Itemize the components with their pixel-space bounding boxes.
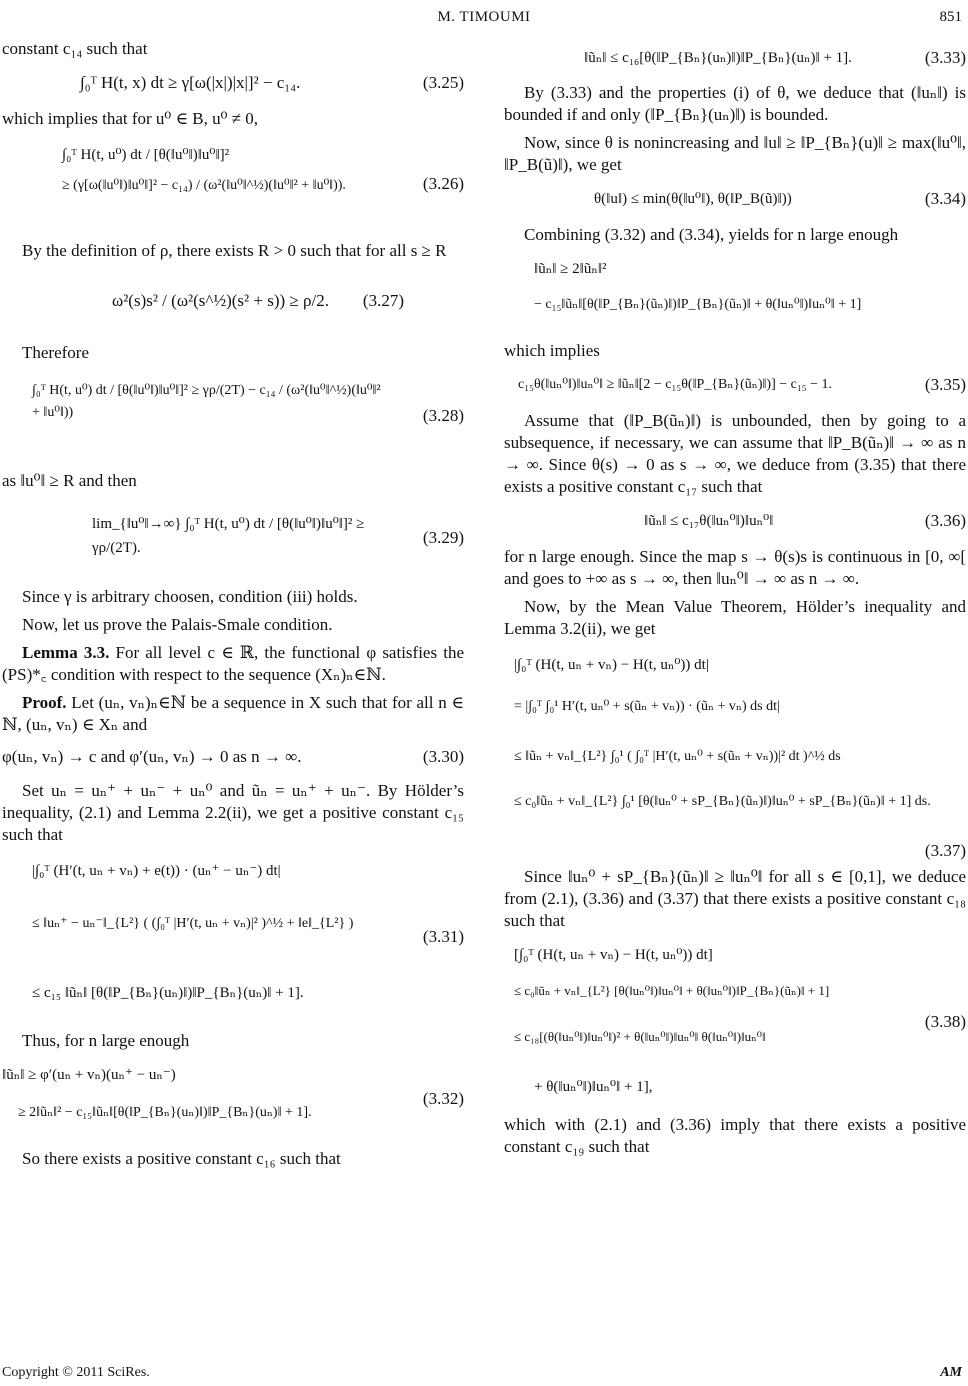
equation-3-27 <box>2 268 464 334</box>
equation-3-35 <box>504 368 966 402</box>
equation-3-36 <box>504 504 966 538</box>
paragraph: for n large enough. Since the map s → θ(s)s is continuous in [0, ∞[ and goes to +∞ as s → ∞, then ‖uₙ⁰‖ → ∞ as n → ∞. <box>504 547 966 588</box>
proof-label: Proof. <box>22 693 67 712</box>
lemma-label: Lemma 3.3. <box>22 643 110 662</box>
equation-body: lim_{‖u⁰‖→∞} ∫₀ᵀ H(t, u⁰) dt / [θ(‖u⁰‖)‖u⁰‖]² ≥ γρ/(2T). <box>92 516 365 556</box>
paragraph: Since γ is arbitrary choosen, condition (iii) holds. <box>22 587 358 606</box>
paragraph: So there exists a positive constant c₁₆ such that <box>22 1149 341 1168</box>
running-title: M. TIMOUMI <box>437 9 531 25</box>
equation-body: θ(‖u‖) ≤ min(θ(‖u⁰‖), θ(‖P_B(ũ)‖)) <box>594 191 792 207</box>
equation-body: ∫₀ᵀ H(t, x) dt ≥ γ[ω(|x|)|x|]² − c₁₄. <box>80 73 301 92</box>
equation-3-28 <box>2 370 464 462</box>
lemma-3-3 <box>2 642 464 686</box>
journal-abbrev: AM <box>940 1365 962 1380</box>
equation-line: ≤ c₁₅ ‖ũₙ‖ [θ(‖P_{Bₙ}(uₙ)‖)‖P_{Bₙ}(uₙ)‖ + 1]. <box>32 985 304 1001</box>
proof-text: Let (uₙ, vₙ)ₙ∈ℕ be a sequence in X such that for all n ∈ ℕ, (uₙ, vₙ) ∈ Xₙ and <box>2 693 465 734</box>
proof <box>2 692 464 736</box>
paragraph: Since ‖uₙ⁰ + sP_{Bₙ}(ũₙ)‖ ≥ ‖uₙ⁰‖ for all s ∈ [0,1], we deduce from (2.1), (3.36) and (3.37) that there exists a positive constant c₁₈ such that <box>504 867 966 930</box>
paragraph: Thus, for n large enough <box>22 1031 190 1050</box>
page-footer <box>2 1362 962 1382</box>
equation-number: (3.28) <box>422 406 464 425</box>
equation-line: |∫₀ᵀ (H′(t, uₙ + vₙ) + e(t)) · (uₙ⁺ − uₙ⁻) dt| <box>32 863 281 879</box>
equation-body: ∫₀ᵀ H(t, u⁰) dt / [θ(‖u⁰‖)‖u⁰‖]² <box>62 147 230 163</box>
equation-number: (3.38) <box>924 1012 966 1031</box>
page-number: 851 <box>939 9 962 25</box>
equation-combined <box>504 252 966 332</box>
equation-number: (3.26) <box>422 174 464 193</box>
equation-number: (3.35) <box>924 375 966 394</box>
equation-number: (3.25) <box>422 73 464 92</box>
equation-line: ≤ c₀‖ũₙ + vₙ‖_{L²} [θ(‖uₙ⁰‖)‖uₙ⁰‖ + θ(‖uₙ⁰‖)‖P_{Bₙ}(ũₙ)‖ + 1] <box>514 983 830 998</box>
equation-number: (3.31) <box>422 927 464 946</box>
paragraph: as ‖u⁰‖ ≥ R and then <box>2 471 137 490</box>
equation-line: ≤ ‖uₙ⁺ − uₙ⁻‖_{L²} ( (∫₀ᵀ |H′(t, uₙ + vₙ)|² )^½ + ‖e‖_{L²} ) <box>32 916 354 931</box>
page-header <box>0 6 968 30</box>
equation-number: (3.34) <box>924 189 966 208</box>
paragraph: By (3.33) and the properties (i) of θ, we deduce that (‖uₙ‖) is bounded if and only (‖P_{Bₙ}(uₙ)‖) is bounded. <box>504 83 966 124</box>
paragraph: By the definition of ρ, there exists R > 0 such that for all s ≥ R <box>22 241 447 260</box>
paragraph: Set uₙ = uₙ⁺ + uₙ⁻ + uₙ⁰ and ũₙ = uₙ⁺ + uₙ⁻. By Hölder’s inequality, (2.1) and Lemma 2.2(ii), we get a positive constant c₁₅ such that <box>2 781 464 844</box>
equation-body: ‖ũₙ‖ ≤ c₁₆[θ(‖P_{Bₙ}(uₙ)‖)‖P_{Bₙ}(uₙ)‖ + 1]. <box>584 50 852 66</box>
copyright: Copyright © 2011 SciRes. <box>2 1365 150 1380</box>
equation-number: (3.33) <box>924 48 966 67</box>
paragraph: Now, by the Mean Value Theorem, Hölder’s inequality and Lemma 3.2(ii), we get <box>504 597 966 638</box>
paragraph: Combining (3.32) and (3.34), yields for n large enough <box>524 225 899 244</box>
equation-3-25 <box>2 66 464 100</box>
equation-3-33 <box>504 42 966 74</box>
paragraph: Now, since θ is nonincreasing and ‖u‖ ≥ ‖P_{Bₙ}(u)‖ ≥ max(‖u⁰‖, ‖P_B(ũ)‖), we get <box>504 133 966 174</box>
paragraph: constant c₁₄ such that <box>2 39 148 58</box>
equation-number: (3.29) <box>422 528 464 547</box>
equation-number: (3.27) <box>362 291 404 310</box>
equation-3-31 <box>2 852 464 1022</box>
equation-body: ω²(s)s² / (ω²(s^½)(s² + s)) ≥ ρ/2. <box>112 291 329 310</box>
equation-3-30 <box>2 742 464 772</box>
equation-number: (3.36) <box>924 511 966 530</box>
equation-line: ≤ c₀‖ũₙ + vₙ‖_{L²} ∫₀¹ [θ(‖uₙ⁰ + sP_{Bₙ}(ũₙ)‖)‖uₙ⁰ + sP_{Bₙ}(ũₙ)‖ + 1] ds. <box>514 794 931 809</box>
lemma-text: For all level c ∈ ℝ, the functional φ satisfies the (PS)*꜀ condition with respect to the sequence (Xₙ)ₙ∈ℕ. <box>2 643 464 684</box>
equation-3-37 <box>504 646 966 858</box>
equation-number: (3.37) <box>924 841 966 860</box>
equation-line: ≤ ‖ũₙ + vₙ‖_{L²} ∫₀¹ ( ∫₀ᵀ |H′(t, uₙ⁰ + s(ũₙ + vₙ))|² dt )^½ ds <box>514 749 841 764</box>
equation-line: |∫₀ᵀ (H(t, uₙ + vₙ) − H(t, uₙ⁰)) dt| <box>514 657 709 673</box>
equation-3-26 <box>2 136 464 232</box>
equation-body: ≥ (γ[ω(‖u⁰‖)‖u⁰‖]² − c₁₄) / (ω²(‖u⁰‖^½)(‖u⁰‖² + ‖u⁰‖)). <box>62 178 346 193</box>
right-column <box>504 38 966 1164</box>
equation-line: ‖ũₙ‖ ≥ φ′(uₙ + vₙ)(uₙ⁺ − uₙ⁻) <box>2 1067 176 1083</box>
equation-line: ‖ũₙ‖ ≥ 2‖ũₙ‖² <box>534 261 607 277</box>
paragraph: Assume that (‖P_B(ũₙ)‖) is unbounded, then by going to a subsequence, if necessary, we can assume that ‖P_B(ũₙ)‖ → ∞ as n → ∞. Since θ(s) → 0 as s → ∞, we deduce from (3.35) that there exists a positive constant c₁₇ such that <box>504 411 966 496</box>
paragraph: Now, let us prove the Palais-Smale condition. <box>22 615 333 634</box>
paragraph: which implies <box>504 341 600 360</box>
equation-line: + θ(‖uₙ⁰‖)‖uₙ⁰‖ + 1], <box>534 1079 653 1095</box>
paragraph: Therefore <box>22 343 90 362</box>
equation-body: c₁₅θ(‖uₙ⁰‖)‖uₙ⁰‖ ≥ ‖ũₙ‖[2 − c₁₅θ(‖P_{Bₙ}(ũₙ)‖)] − c₁₅ − 1. <box>518 377 833 392</box>
equation-3-32 <box>2 1058 464 1140</box>
equation-3-29 <box>2 498 464 578</box>
equation-line: [∫₀ᵀ (H(t, uₙ + vₙ) − H(t, uₙ⁰)) dt] <box>514 947 713 963</box>
equation-line: = |∫₀ᵀ ∫₀¹ H′(t, uₙ⁰ + s(ũₙ + vₙ)) · (ũₙ + vₙ) ds dt| <box>514 699 780 714</box>
paragraph: which implies that for u⁰ ∈ B, u⁰ ≠ 0, <box>2 109 259 128</box>
left-column <box>2 38 464 1176</box>
equation-line: ≤ c₁₈[(θ(‖uₙ⁰‖)‖uₙ⁰‖)² + θ(‖uₙ⁰‖)‖uₙ⁰‖ θ(‖uₙ⁰‖)‖uₙ⁰‖ <box>514 1029 766 1044</box>
equation-number: (3.30) <box>422 747 464 766</box>
equation-line: − c₁₅‖ũₙ‖[θ(‖P_{Bₙ}(ũₙ)‖)‖P_{Bₙ}(ũₙ)‖ + θ(‖uₙ⁰‖)‖uₙ⁰‖ + 1] <box>534 297 862 312</box>
equation-body: ‖ũₙ‖ ≤ c₁₇θ(‖uₙ⁰‖)‖uₙ⁰‖ <box>644 513 774 529</box>
equation-number: (3.32) <box>422 1089 464 1108</box>
equation-3-38 <box>504 938 966 1106</box>
paragraph: which with (2.1) and (3.36) imply that there exists a positive constant c₁₉ such that <box>504 1115 966 1156</box>
equation-body: φ(uₙ, vₙ) → c and φ′(uₙ, vₙ) → 0 as n → ∞. <box>2 747 302 766</box>
equation-body: ∫₀ᵀ H(t, u⁰) dt / [θ(‖u⁰‖)‖u⁰‖]² ≥ γρ/(2T) − c₁₄ / (ω²(‖u⁰‖^½)(‖u⁰‖² + ‖u⁰‖)) <box>32 383 381 420</box>
equation-3-34 <box>504 182 966 216</box>
equation-line: ≥ 2‖ũₙ‖² − c₁₅‖ũₙ‖[θ(‖P_{Bₙ}(uₙ)‖)‖P_{Bₙ}(uₙ)‖ + 1]. <box>18 1105 312 1120</box>
